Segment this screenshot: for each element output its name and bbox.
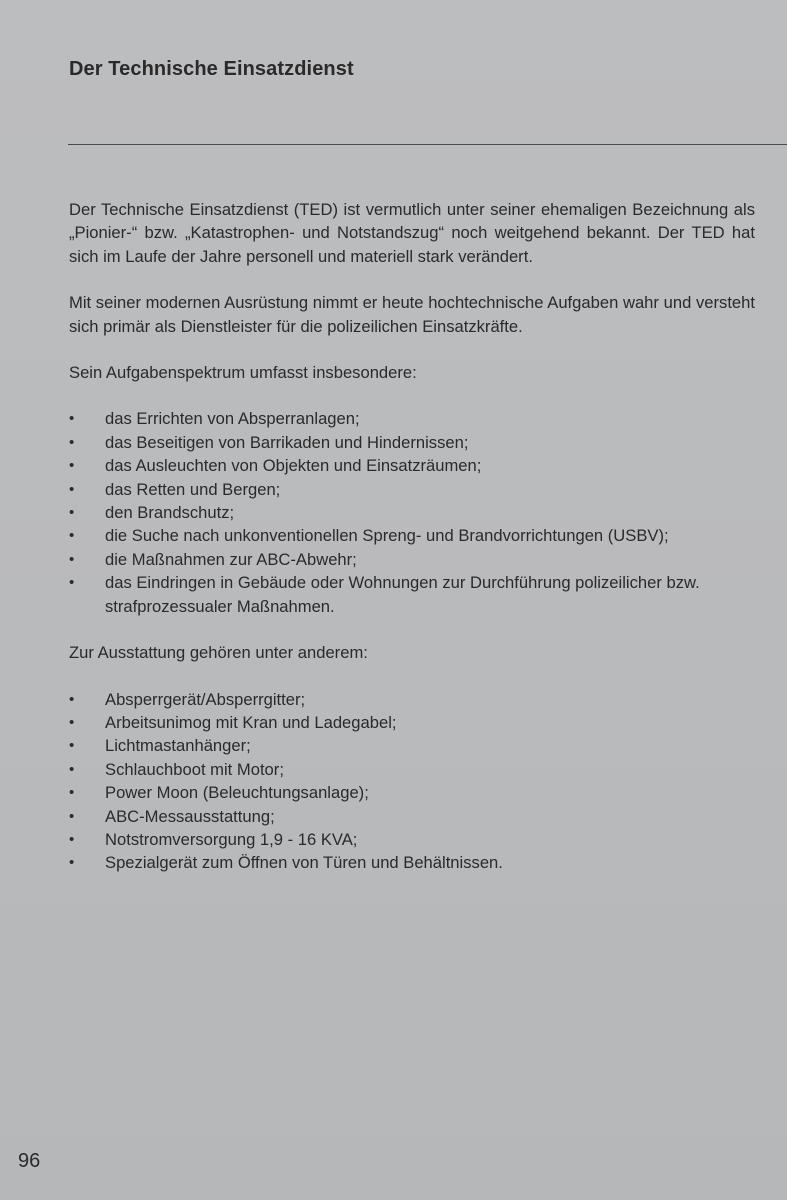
list-item-text: das Errichten von Absperranlagen; [105, 409, 360, 429]
bullet-icon: • [69, 527, 75, 545]
bullet-icon: • [69, 574, 75, 592]
bullet-icon: • [69, 760, 75, 778]
list-item-text: Arbeitsunimog mit Kran und Ladegabel; [105, 712, 397, 732]
list-item-text: ABC-Messausstattung; [105, 806, 275, 826]
list-item [69, 571, 755, 618]
list-item [69, 805, 755, 828]
list-item-text: die Suche nach unkonventionellen Spreng- und Brandvorrichtungen (USBV); [105, 526, 669, 546]
body-text [69, 198, 755, 875]
bullet-icon: • [69, 807, 75, 825]
bullet-icon: • [69, 737, 75, 755]
list-item-text: das Eindringen in Gebäude oder Wohnungen zur Durchführung polizeilicher bzw. strafprozessualer Maßnahmen. [105, 573, 700, 616]
list-item-text: Notstromversorgung 1,9 - 16 KVA; [105, 829, 358, 849]
bullet-icon: • [69, 480, 75, 498]
list-item-text: Power Moon (Beleuchtungsanlage); [105, 783, 369, 803]
bullet-icon: • [69, 457, 75, 475]
equipment-intro: Zur Ausstattung gehören unter anderem: [69, 643, 368, 663]
list-item [69, 524, 755, 547]
bullet-icon: • [69, 433, 75, 451]
bullet-icon: • [69, 504, 75, 522]
list-item [69, 501, 755, 524]
list-item [69, 851, 755, 874]
list-item-text: Lichtmastanhänger; [105, 736, 251, 756]
list-item [69, 758, 755, 781]
intro-paragraph: Der Technische Einsatzdienst (TED) ist vermutlich unter seiner ehemaligen Bezeichnung als „Pionier-“ bzw. „Katastrophen- und Notstandszug“ noch weitgehend bekannt. Der TED hat sich im Laufe der Jahre personell und materiell stark verändert. [69, 200, 755, 266]
list-item [69, 454, 755, 477]
page-title: Der Technische Einsatzdienst [69, 58, 354, 80]
bullet-icon: • [69, 550, 75, 568]
bullet-icon: • [69, 713, 75, 731]
bullet-icon: • [69, 784, 75, 802]
equipment-list [69, 688, 755, 875]
list-item [69, 781, 755, 804]
list-item [69, 478, 755, 501]
bullet-icon: • [69, 854, 75, 872]
list-item-text: Spezialgerät zum Öffnen von Türen und Behältnissen. [105, 853, 503, 873]
list-item-text: Schlauchboot mit Motor; [105, 759, 284, 779]
list-item [69, 688, 755, 711]
list-item [69, 828, 755, 851]
list-item-text: das Retten und Bergen; [105, 479, 281, 499]
list-item-text: die Maßnahmen zur ABC-Abwehr; [105, 549, 357, 569]
page-number: 96 [18, 1150, 41, 1172]
list-item [69, 407, 755, 430]
list-item-text: Absperrgerät/Absperrgitter; [105, 689, 306, 709]
list-item [69, 734, 755, 757]
equipment-role-paragraph: Mit seiner modernen Ausrüstung nimmt er heute hochtechnische Aufgaben wahr und versteht sich primär als Dienstleister für die polizeilichen Einsatzkräfte. [69, 293, 755, 336]
list-item [69, 711, 755, 734]
bullet-icon: • [69, 830, 75, 848]
tasks-intro: Sein Aufgabenspektrum umfasst insbesondere: [69, 363, 417, 383]
bullet-icon: • [69, 410, 75, 428]
heading-divider [68, 144, 787, 145]
tasks-list [69, 407, 755, 618]
list-item-text: das Beseitigen von Barrikaden und Hindernissen; [105, 432, 469, 452]
list-item-text: den Brandschutz; [105, 503, 235, 523]
list-item [69, 431, 755, 454]
bullet-icon: • [69, 690, 75, 708]
list-item-text: das Ausleuchten von Objekten und Einsatzräumen; [105, 456, 482, 476]
list-item [69, 548, 755, 571]
